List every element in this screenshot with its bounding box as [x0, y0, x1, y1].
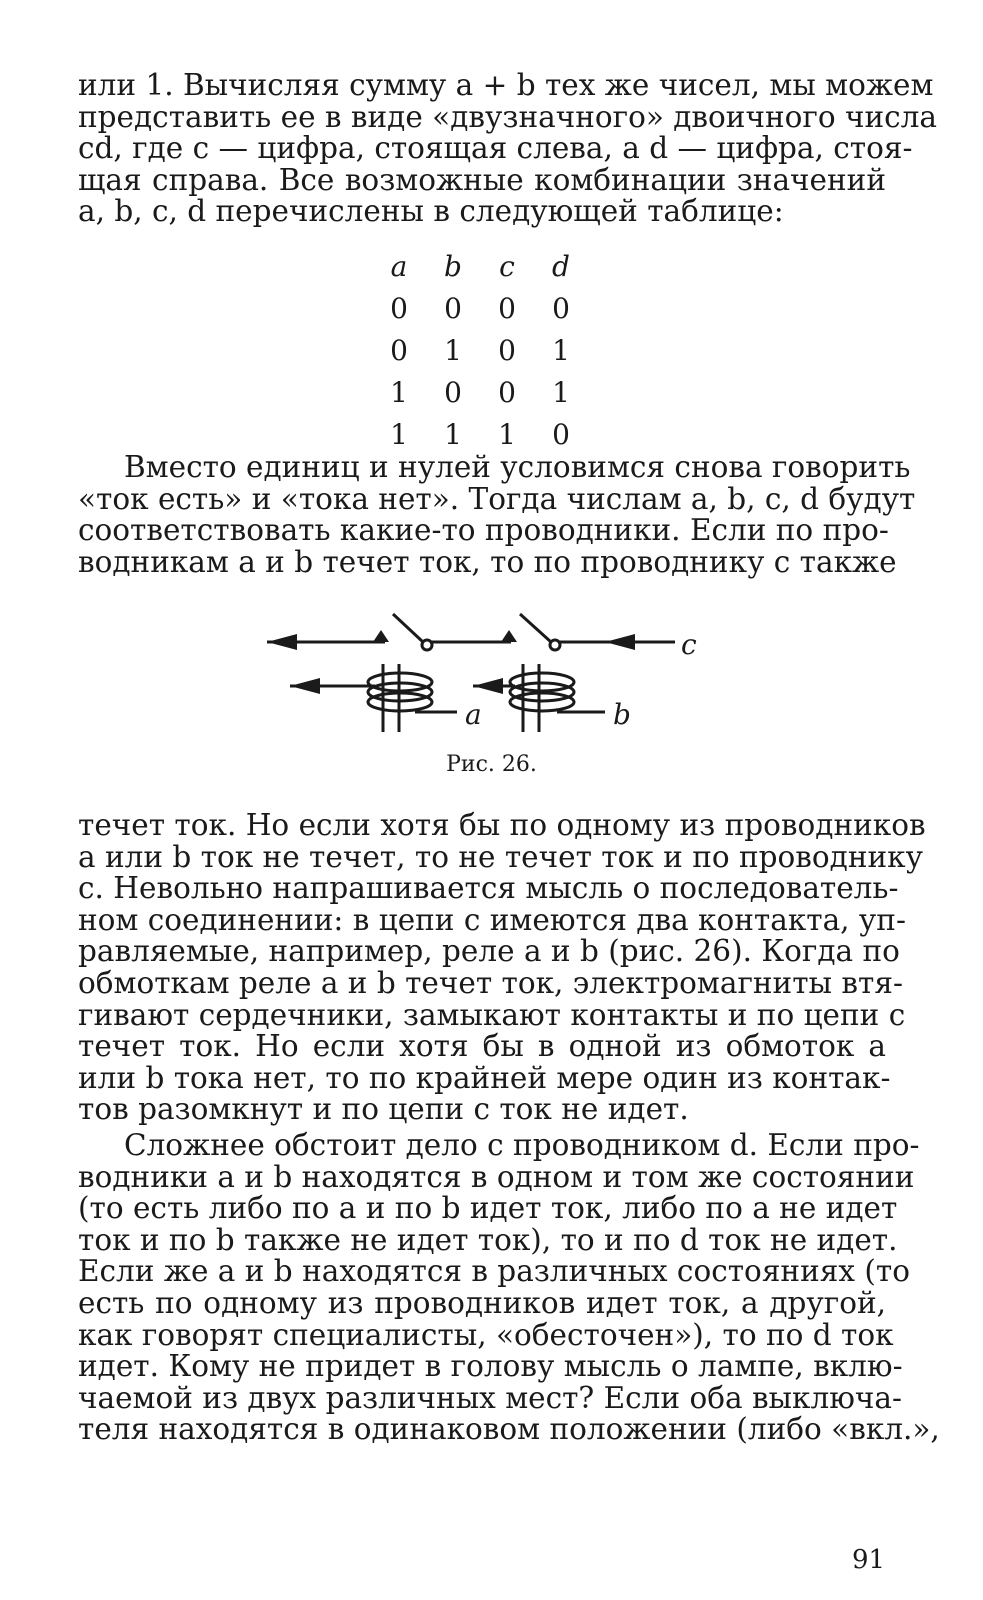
- text-line: ток и по b также не идет ток), то и по d ток не идет.: [78, 1222, 898, 1257]
- text-line: Сложнее обстоит дело с проводником d. Если про-: [124, 1128, 920, 1162]
- table-row: [372, 329, 588, 371]
- text-line: течет ток. Но если хотя бы в одной из обмоток a: [78, 1029, 886, 1064]
- text-line: как говорят специалисты, «обесточен»), то по d ток: [78, 1317, 894, 1352]
- table-cell: 1: [552, 375, 570, 409]
- text-line: Если же a и b находятся в различных состояниях (то: [78, 1254, 910, 1289]
- text-line: или 1. Вычисляя сумму a + b тех же чисел, мы можем: [78, 68, 934, 102]
- contact-pivot-a: [422, 640, 432, 650]
- arrow-left-icon: [290, 678, 320, 694]
- column-header: b: [444, 249, 462, 283]
- table-cell: 0: [498, 375, 516, 409]
- column-header: c: [499, 249, 515, 283]
- contact-tip-icon: [501, 630, 517, 642]
- contact-tip-icon: [373, 630, 389, 642]
- text-line: равляемые, например, реле a и b (рис. 26). Когда по: [78, 934, 900, 969]
- text-line: представить ее в виде «двузначного» двоичного числа: [78, 99, 937, 134]
- table-row: [372, 371, 588, 413]
- table-cell: 0: [552, 291, 570, 325]
- relay-coil-a: [365, 664, 457, 732]
- table-row: [372, 287, 588, 329]
- arrow-left-icon: [267, 634, 297, 650]
- paragraph-top: [78, 68, 937, 229]
- paragraph-after-figure: [78, 808, 926, 1127]
- text-line: ном соединении: в цепи c имеются два контакта, уп-: [78, 902, 906, 937]
- text-line: a или b ток не течет, то не течет ток и по проводнику: [78, 839, 923, 874]
- text-line: соответствовать какие-то проводники. Если по про-: [78, 513, 889, 548]
- label-c: c: [681, 628, 697, 661]
- text-line: щая справа. Все возможные комбинации значений: [78, 162, 886, 197]
- table-cell: 1: [552, 333, 570, 367]
- figure-caption: Рис. 26.: [446, 752, 537, 777]
- text-line: теля находятся в одинаковом положении (либо «вкл.»,: [78, 1412, 940, 1447]
- label-b: b: [613, 698, 631, 731]
- text-line: или b тока нет, то по крайней мере один из контак-: [78, 1060, 891, 1095]
- table-cell: 0: [498, 333, 516, 367]
- table-cell: 1: [444, 417, 462, 451]
- truth-table: [372, 245, 588, 455]
- page-number: 91: [852, 1545, 886, 1575]
- table-cell: 0: [498, 291, 516, 325]
- text-line: течет ток. Но если хотя бы по одному из проводников: [78, 808, 926, 842]
- text-line: c. Невольно напрашивается мысль о последователь-: [78, 871, 899, 906]
- arrow-left-icon: [605, 634, 635, 650]
- text-line: чаемой из двух различных мест? Если оба выключа-: [78, 1380, 902, 1415]
- text-line: a, b, c, d перечислены в следующей таблице:: [78, 194, 784, 229]
- column-header: d: [552, 249, 570, 283]
- table-cell: 1: [444, 333, 462, 367]
- text-line: водникам a и b течет ток, то по проводнику c также: [78, 544, 897, 579]
- text-line: водники a и b находятся в одном и том же состоянии: [78, 1159, 915, 1194]
- text-line: есть по одному из проводников идет ток, а другой,: [78, 1285, 886, 1320]
- table-cell: 0: [552, 417, 570, 451]
- table-header-row: [372, 245, 588, 287]
- column-header: a: [390, 249, 408, 283]
- table-cell: 0: [444, 291, 462, 325]
- text-line: (то есть либо по a и по b идет ток, либо по a не идет: [78, 1191, 898, 1226]
- arrow-left-icon: [473, 678, 503, 694]
- table-cell: 0: [390, 291, 408, 325]
- table-cell: 1: [390, 417, 408, 451]
- table-cell: 0: [444, 375, 462, 409]
- text-line: идет. Кому не придет в голову мысль о лампе, вклю-: [78, 1349, 903, 1384]
- table-cell: 1: [498, 417, 516, 451]
- relay-circuit-figure: [255, 604, 715, 754]
- text-line: тов разомкнут и по цепи c ток не идет.: [78, 1092, 689, 1127]
- paragraph-middle: [78, 450, 916, 579]
- switch-blade-a: [393, 614, 423, 642]
- table-cell: 0: [390, 333, 408, 367]
- contact-pivot-b: [550, 640, 560, 650]
- switch-blade-b: [520, 614, 551, 642]
- text-line: cd, где c — цифра, стоящая слева, а d — цифра, стоя-: [78, 131, 913, 166]
- paragraph-bottom: [78, 1128, 940, 1447]
- relay-coil-b: [510, 664, 605, 732]
- label-a: a: [465, 698, 482, 731]
- table-cell: 1: [390, 375, 408, 409]
- table-row: [372, 413, 588, 455]
- text-line: Вместо единиц и нулей условимся снова говорить: [124, 450, 911, 484]
- text-line: обмоткам реле a и b течет ток, электромагниты втя-: [78, 965, 903, 1000]
- text-line: «ток есть» и «тока нет». Тогда числам a, b, c, d будут: [78, 481, 916, 516]
- text-line: гивают сердечники, замыкают контакты и по цепи c: [78, 997, 906, 1032]
